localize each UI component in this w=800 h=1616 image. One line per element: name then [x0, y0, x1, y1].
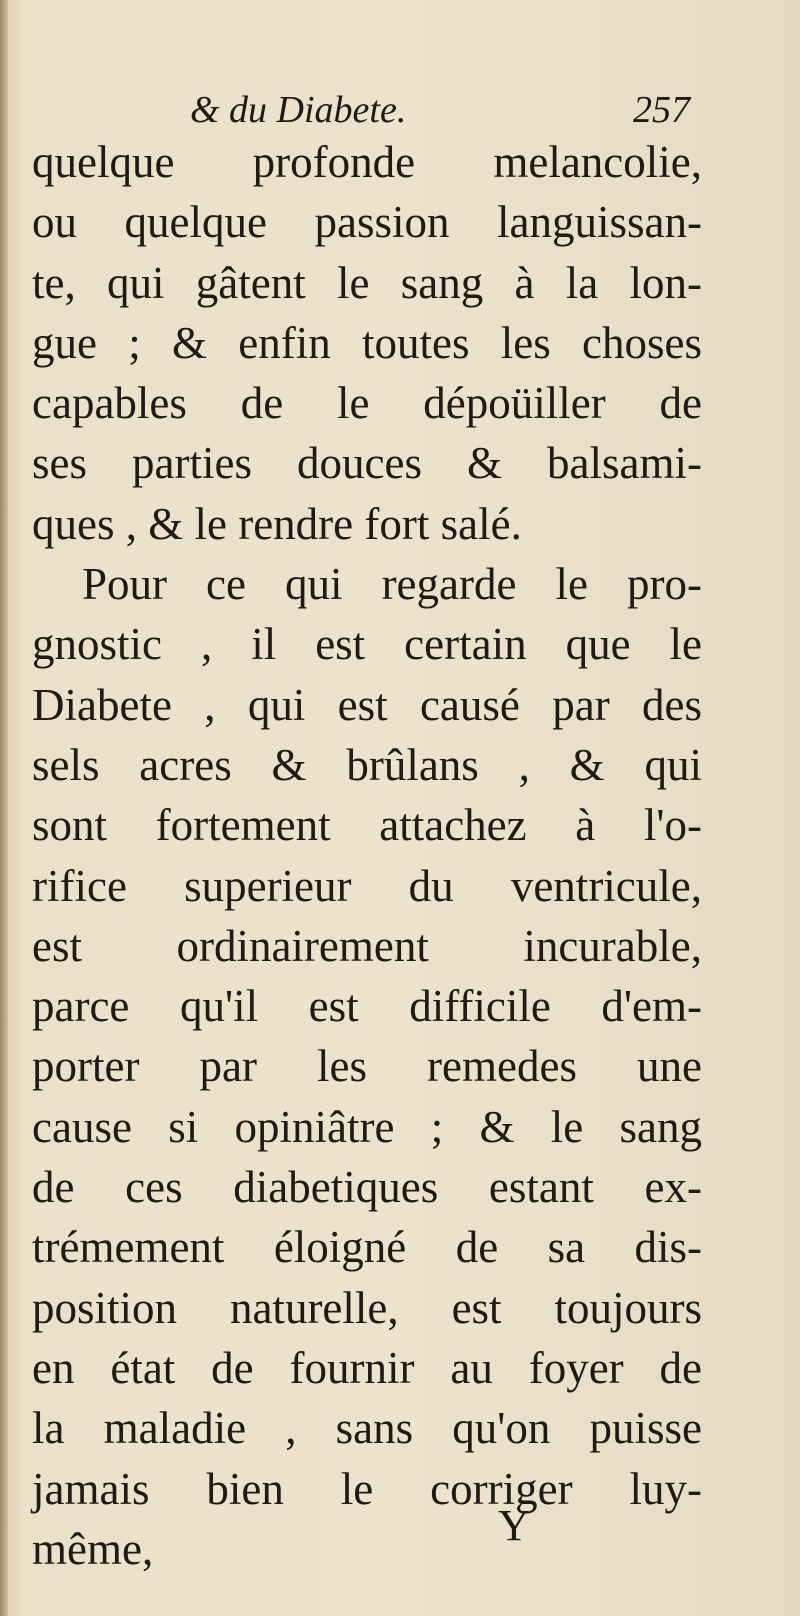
text-line: trémement éloigné de sa dis- — [32, 1222, 702, 1273]
text-line: te, qui gâtent le sang à la lon- — [32, 257, 702, 308]
signature-mark: Y — [498, 1501, 530, 1550]
text-line: même, — [32, 1523, 154, 1574]
text-line: sels acres & brûlans , & qui — [32, 739, 702, 790]
body-text — [32, 132, 702, 1579]
text-line: Diabete , qui est causé par des — [32, 679, 702, 730]
text-line: quelque profonde melancolie, — [32, 137, 702, 187]
text-line: jamais bien le corriger luy- — [32, 1463, 702, 1514]
text-line: ou quelque passion languissan- — [32, 197, 702, 248]
text-line: est ordinairement incurable, — [32, 920, 702, 971]
text-line: sont fortement attachez à l'o- — [32, 800, 702, 851]
text-line: de ces diabetiques estant ex- — [32, 1162, 702, 1213]
text-line: porter par les remedes une — [32, 1041, 702, 1092]
text-line: position naturelle, est toujours — [32, 1282, 702, 1333]
text-line: ses parties douces & balsami- — [32, 438, 702, 489]
text-line: gue ; & enfin toutes les choses — [32, 317, 702, 368]
page-number: 257 — [633, 89, 690, 131]
text-line: la maladie , sans qu'on puisse — [32, 1403, 702, 1454]
text-line: capables de le dépoüiller de — [32, 378, 702, 429]
text-line: en état de fournir au foyer de — [32, 1342, 702, 1393]
text-line: ques , & le rendre fort salé. — [32, 498, 522, 549]
text-line: gnostic , il est certain que le — [32, 619, 702, 670]
text-line: parce qu'il est difficile d'em- — [32, 981, 702, 1032]
text-line: rifice superieur du ventricule, — [32, 860, 702, 911]
paragraph-first-line: Pour ce qui regarde le pro- — [82, 559, 702, 610]
page-spine-edge — [0, 0, 8, 1616]
running-title: & du Diabete. — [190, 89, 407, 131]
text-line: cause si opiniâtre ; & le sang — [32, 1101, 702, 1152]
